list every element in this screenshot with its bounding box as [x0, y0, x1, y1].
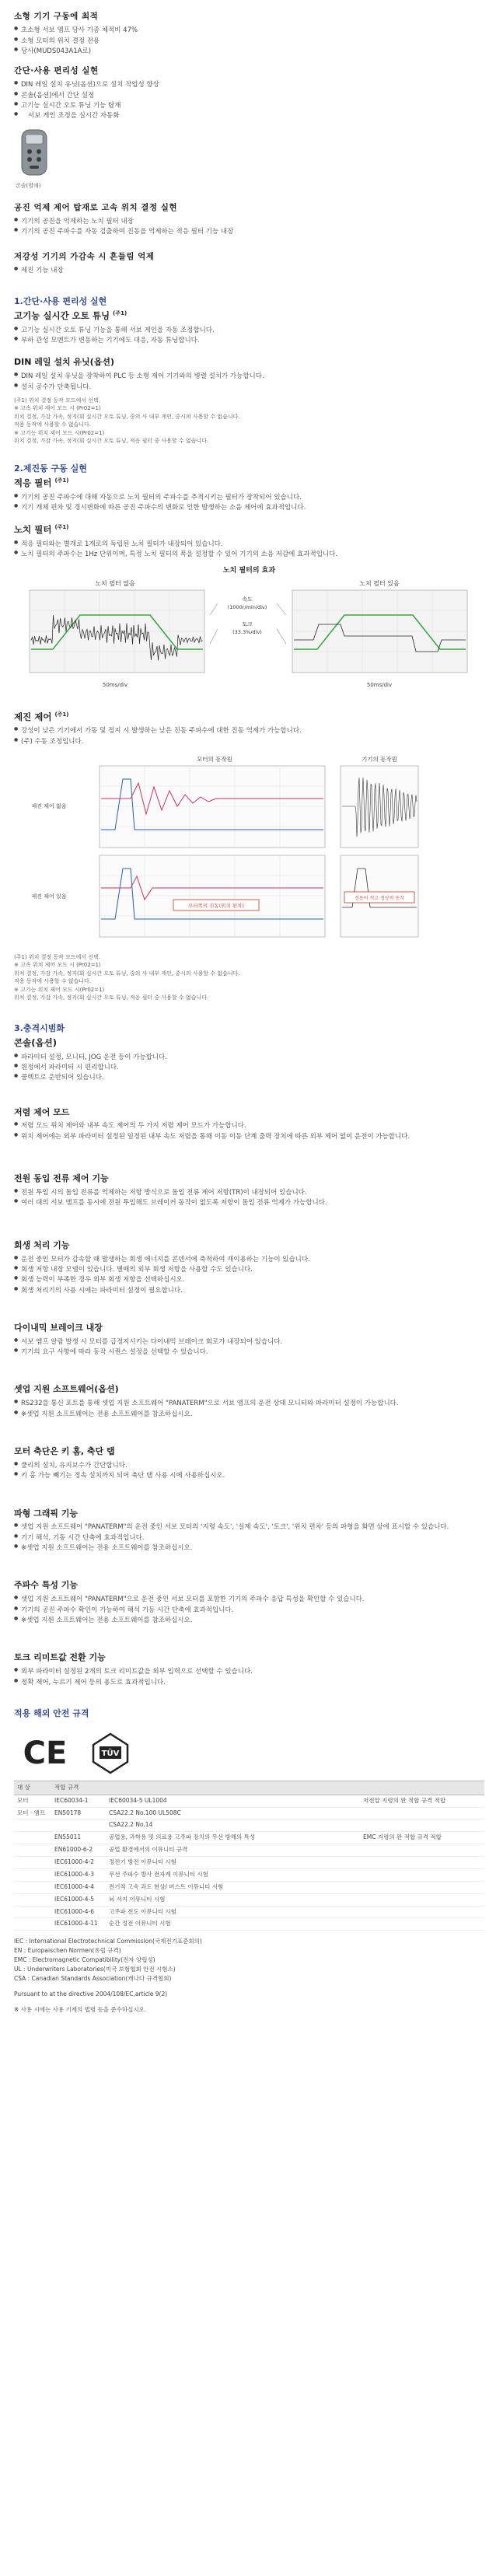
- list-item: ● 고기능 실시간 오토 튜닝 기능을 통해 서보 게인을 자동 조정합니다.: [14, 326, 484, 335]
- list-item: ● 기기의 공진 주파수에 대해 자동으로 노치 필터의 주파수를 추적시키는 필터가 장착되어 있습니다.: [14, 493, 484, 502]
- section-notes: [14, 397, 484, 446]
- summary-title-2: 간단·사용 편리성 실현: [14, 66, 99, 76]
- table-cell: [14, 1881, 51, 1893]
- notch-filter-waveforms: [14, 578, 484, 694]
- feature-title: 회생 처리 기능: [14, 1239, 70, 1250]
- footnote-line: EN : Europaischen Normen(유럽 규격): [14, 1947, 121, 1955]
- table-row: [14, 1795, 484, 1807]
- leader-line: [277, 629, 286, 644]
- list-item: ● 풀리의 설치, 유지보수가 간단합니다.: [14, 1461, 484, 1470]
- leader-line: [210, 603, 218, 615]
- section-ease-of-use: [14, 295, 484, 446]
- list-item: ● 외부 파라미터 설정된 2개의 토크 리미트값을 외부 입력으로 선택할 수 있습니다.: [14, 1667, 484, 1676]
- table-row: [14, 1906, 484, 1918]
- list-item: ● 서보 게인 조정을 실시간 자동화: [14, 111, 484, 121]
- list-item: ● 고기능 실시간 오토 튜닝 기능 탑재: [14, 101, 484, 110]
- vibration-control-title: [14, 711, 484, 724]
- footnote-mark: (주1): [54, 524, 69, 531]
- feature-title: 모터 축단은 키 홈, 축단 탭: [14, 1445, 115, 1456]
- section-low-vibration: [14, 463, 484, 1002]
- footnote-line: ※ 사용 시에는 사용 기계의 법령 등을 준수하십시오.: [14, 2006, 147, 2014]
- feature-block: [14, 1106, 484, 1142]
- table-cell: IEC61000-4-3: [51, 1868, 106, 1881]
- table-cell: 무선 주파수 방사 전자계 이뮤니티 시험: [106, 1868, 360, 1881]
- list-item: ● 운전 중인 모터가 감속할 때 발생하는 회생 에너지를 콘덴서에 축적하여 재이용하는 기능이 있습니다.: [14, 1255, 484, 1264]
- table-cell: IEC61000-4-5: [51, 1893, 106, 1906]
- console-device-image: [19, 128, 50, 177]
- standards-table: [14, 1781, 484, 1931]
- scope-motor-with: [100, 855, 325, 937]
- table-cell: EN50178: [51, 1807, 106, 1819]
- table-cell: 모터: [14, 1795, 51, 1807]
- subsection-title-text: 노치 필터: [14, 524, 52, 536]
- list-item: ● 회생 저항 내장 모델이 있습니다. 별매의 외부 회생 저항을 사용할 수도 있습니다.: [14, 1265, 484, 1274]
- list-item: ● 콜렉트로 운반되어 있습니다.: [14, 1073, 484, 1082]
- footnote-line: UL : Underwriters Laboratories(미국 보험협회 안전 시험소): [14, 1966, 176, 1973]
- certification-logos: [20, 1731, 484, 1774]
- standards-section: [14, 1707, 484, 2015]
- table-cell: [360, 1857, 484, 1869]
- feature-block: [14, 1322, 484, 1358]
- note-line: ※ 고기능 위치 제어 모드 시(Pr02=1): [14, 429, 105, 436]
- list-item: ● 기기 개체 편차 및 경시변화에 따른 공진 주파수의 변화로 인한 발생하는 소음 제어에 효과적입니다.: [14, 503, 484, 512]
- note-line: 위치 결정, 가감 가속, 정지(회 실시간 오토 튜닝, 적응 필터 중 사용할 수 없습니다.: [14, 438, 209, 445]
- table-cell: [14, 1819, 51, 1832]
- summary-title-3: 공진 억제 제어 탑재로 고속 위치 결정 실현: [14, 202, 178, 212]
- table-cell: [14, 1918, 51, 1931]
- footnote-line: Pursuant to at the directive 2004/108/EC,article 9(2): [14, 1991, 168, 1998]
- vibration-control-list: [14, 726, 484, 746]
- vibration-notes: [14, 953, 484, 1002]
- feature-block: [14, 1173, 484, 1208]
- adaptive-filter-list: [14, 493, 484, 513]
- note-line: ※ 고속 위치 제어 모드 시 (Pr02=1): [14, 405, 101, 412]
- table-cell: [360, 1807, 484, 1819]
- table-row: [14, 1832, 484, 1844]
- list-item: ● 서보 앰프 알람 발생 시 모터를 급정지시키는 다이내믹 브레이크 회로가 내장되어 있습니다.: [14, 1337, 484, 1347]
- feature-block: [14, 1383, 484, 1419]
- list-item: ● DIN 레일 설치 유닛을 장착하여 PLC 등 소형 제어 기기와의 병렬 설치가 가능합니다.: [14, 372, 484, 381]
- notch-filter-figure: [14, 566, 484, 698]
- list-item: ● 정확 제어, 누르기 제어 등의 용도로 효과적입니다.: [14, 1678, 484, 1687]
- standards-footnotes: [14, 1937, 484, 2015]
- feature-block: [14, 1445, 484, 1481]
- list-item: ● 기기의 공진 주파수를 자동 검출하여 진동을 억제하는 적응 필터 기능 내장: [14, 227, 484, 236]
- standards-title: 적용 해외 안전 규격: [14, 1707, 89, 1718]
- footnote-spacer: [14, 1984, 484, 1990]
- list-item: ● 적응 필터와는 별개로 1개로의 독립된 노치 필터가 내장되어 있습니다.: [14, 540, 484, 549]
- table-cell: EN61000-6-2: [51, 1844, 106, 1857]
- table-cell: CSA22.2 No.14: [106, 1819, 360, 1832]
- list-item: ● 기기의 요구 사항에 따라 동작 시퀀스 설정을 선택할 수 있습니다.: [14, 1347, 484, 1357]
- section-full-features: [14, 1022, 484, 1083]
- footnote-mark: (주1): [54, 711, 69, 718]
- table-cell: [51, 1819, 106, 1832]
- figure-title: 노치 필터의 효과: [222, 566, 276, 575]
- list-item: ● 초소형 서보 앰프 당사 기종 체적비 47%: [14, 26, 484, 35]
- table-row: [14, 1807, 484, 1819]
- row-label-without: 제진 제어 없음: [31, 802, 67, 809]
- feature-title: 셋업 지원 소프트웨어(옵션): [14, 1384, 119, 1395]
- table-cell: [14, 1868, 51, 1881]
- table-cell: EMC 지령의 완 적합 규격 적합: [360, 1832, 484, 1844]
- summary-list-2: [14, 80, 484, 121]
- table-cell: IEC61000-4-2: [51, 1857, 106, 1869]
- feature-title: 전원 동입 전류 제어 기능: [14, 1173, 109, 1184]
- footnote-line: EMC : Electromagnetic Compatibility(전자 양립성): [14, 1956, 155, 1964]
- torque-axis-label: 토크: [242, 620, 253, 627]
- footnote-mark: (주1): [54, 477, 69, 484]
- tuv-logo: [89, 1731, 132, 1774]
- list-item: ● 키 홈 가능 빼기는 정속 설치까지 되어 축단 탭 사용 시에 사용하십시오.: [14, 1471, 484, 1480]
- table-cell: [360, 1893, 484, 1906]
- subsection-title: 콘솔(옵션): [14, 1036, 57, 1048]
- feature-title: 파형 그래픽 기능: [14, 1508, 79, 1519]
- table-cell: [360, 1906, 484, 1918]
- summary-title-1: 소형 기기 구동에 최적: [14, 12, 99, 21]
- table-cell: 모터 · 앰프: [14, 1807, 51, 1819]
- list-item: ● 전원 투입 시의 돌입 전류를 억제하는 저항 방식으로 돌입 전류 제어 저항(TR)이 내장되어 있습니다.: [14, 1188, 484, 1197]
- list-item: ● 노치 필터의 주파수는 1Hz 단위이며, 특정 노치 필터의 폭을 설정할 수 있어 기기의 소음 저감에 효과적입니다.: [14, 550, 484, 559]
- feature-title: 토크 리미트값 전환 기능: [14, 1652, 106, 1663]
- subsection-title-text: 고기능 실시간 오토 튜닝: [14, 310, 110, 322]
- feature-title: 다이내믹 브레이크 내장: [14, 1322, 103, 1333]
- row-label-with: 제진 제어 있음: [31, 893, 67, 900]
- list-item: ● 셋업 지원 소프트웨어 "PANATERM"의 운전 중인 서보 모터의 '지령 속도', '실제 속도', '토크', '위치 편차' 등의 파형을 화면 상에 표시할 수 있습니다.: [14, 1522, 484, 1532]
- table-cell: [14, 1832, 51, 1844]
- subsection-title-text: 제진 제어: [14, 711, 52, 722]
- table-cell: IEC60034-1: [51, 1795, 106, 1807]
- list-item: ● 당사(MUDS043A1A로): [14, 47, 484, 56]
- table-cell: 정전기 방전 이뮤니티 시험: [106, 1857, 360, 1869]
- table-row: [14, 1893, 484, 1906]
- subsection-title: [14, 309, 484, 323]
- callout-text-right: 진동이 적고 정상적 동작: [355, 895, 404, 901]
- list-item: ● (주) 수동 조정입니다.: [14, 737, 484, 746]
- subsection-title: [14, 477, 484, 490]
- feature-list: [14, 1399, 484, 1419]
- table-cell: [360, 1918, 484, 1931]
- table-cell: [14, 1893, 51, 1906]
- table-row: [14, 1918, 484, 1931]
- list-item: ● 콘솔(옵션)에서 간단 설정: [14, 91, 484, 100]
- console-list: [14, 1053, 484, 1083]
- machine-column-label: 기기의 동작원: [362, 755, 397, 763]
- summary-section: [14, 11, 484, 275]
- ce-mark-logo: [20, 1731, 70, 1773]
- note-line: 위치 결정, 가감 가속, 정지(회 실시간 오토 튜닝, 중의 사 내부 게인, 중시의 사용할 수 없습니다.: [14, 970, 240, 977]
- section-heading: 1.간단·사용 편리성 실현: [14, 296, 107, 307]
- feature-list: [14, 1255, 484, 1295]
- table-cell: EN55011: [51, 1832, 106, 1844]
- left-time-scale: 50ms/div: [102, 681, 128, 688]
- list-item: ● 원정에서 파라미터 시 편리합니다.: [14, 1063, 484, 1072]
- list-item: ● 기기의 공진 주파수 확인이 가능하여 해석 기동 시간 단축에 효과적입니다.: [14, 1606, 484, 1615]
- vibration-control-figure: [14, 752, 484, 946]
- list-item: ● 회생 능력이 부족한 경우 외부 회생 저항을 선택하십시오.: [14, 1275, 484, 1285]
- note-line: (주1) 위치 결정 동작 모드에서 선택.: [14, 397, 101, 404]
- list-item: ● ※셋업 지원 소프트웨어는 전용 소프트웨어를 참조하십시오.: [14, 1543, 484, 1553]
- note-line: 위치 결정, 가감 가속, 정지(회 실시간 오토 튜닝, 중의 사 내부 게인, 중시의 사용할 수 없습니다.: [14, 413, 240, 420]
- table-cell: IEC61000-4-4: [51, 1881, 106, 1893]
- feature-block: [14, 1652, 484, 1687]
- feature-list: [14, 1121, 484, 1141]
- column-header: 대 상: [14, 1781, 51, 1795]
- note-line: 적용 동작에 사용할 수 없습니다.: [14, 978, 92, 985]
- list-item: ● DIN 레일 설치 유닛(옵션)으로 설치 작업성 향상: [14, 80, 484, 89]
- console-device-label: 콘솔(별매): [16, 182, 41, 189]
- column-header: [106, 1781, 360, 1795]
- list-item: ● 파라미터 설정, 모니터, JOG 운전 등이 가능합니다.: [14, 1053, 484, 1062]
- feature-list: [14, 1667, 484, 1687]
- feature-list: [14, 1595, 484, 1625]
- notch-filter-list: [14, 540, 484, 560]
- list-item: ● 위치 제어에는 외부 파라미터 설정된 일정된 내부 속도 저렴을 통해 이동 이동 단계 출력 장치에 따른 외부 제어 없이 운전이 가능합니다.: [14, 1132, 484, 1141]
- footnote-line: CSA : Canadian Standards Association(캐나다 규격협회): [14, 1975, 172, 1983]
- table-cell: 뇌 서지 이뮤니티 시험: [106, 1893, 360, 1906]
- table-row: [14, 1868, 484, 1881]
- feature-list: [14, 1522, 484, 1553]
- motor-column-label: 모터의 동작원: [197, 755, 232, 763]
- feature-list: [14, 1337, 484, 1358]
- standards-table-body: [14, 1795, 484, 1931]
- feature-block: [14, 1239, 484, 1295]
- table-row: [14, 1844, 484, 1857]
- note-line: ※ 고기능 위치 제어 모드 시(Pr02=1): [14, 986, 105, 993]
- table-cell: 순간 정전 이뮤니티 시험: [106, 1918, 360, 1931]
- list-item: ● RS232를 통신 포트를 통해 셋업 지원 소프트웨어 "PANATERM"으로 서보 앰프의 운전 상태 모니터와 파라미터 설정이 가능합니다.: [14, 1399, 484, 1408]
- table-cell: 고주파 전도 이뮤니티 시험: [106, 1906, 360, 1918]
- ce-mark-text: CE: [23, 1735, 68, 1771]
- section-heading: 2.제진동 구동 실현: [14, 463, 87, 474]
- feature-block: [14, 1579, 484, 1625]
- table-cell: CSA22.2 No.100 UL508C: [106, 1807, 360, 1819]
- note-line: ※ 고속 위치 제어 모드 시 (Pr02=1): [14, 962, 101, 969]
- table-cell: IEC61000-4-6: [51, 1906, 106, 1918]
- table-cell: [360, 1868, 484, 1881]
- summary-list-1: [14, 26, 484, 56]
- table-cell: [360, 1881, 484, 1893]
- callout-text-left: 모터쪽의 진동(위치 편차): [188, 902, 244, 909]
- scope-motor-without: [100, 766, 325, 848]
- feature-list: [14, 1461, 484, 1481]
- feature-block: [14, 1508, 484, 1554]
- table-cell: 공업용, 과학용 및 의료용 고주파 장치의 무선 방해의 특성: [106, 1832, 360, 1844]
- din-rail-title: DIN 레일 설치 유닛(옵션): [14, 357, 114, 368]
- din-rail-list: [14, 372, 484, 392]
- summary-title-4: 저강성 기기의 가감속 시 흔들림 억제: [14, 251, 155, 261]
- list-item: ● ※셋업 지원 소프트웨어는 전용 소프트웨어를 참조하십시오.: [14, 1410, 484, 1419]
- note-line: (주1) 위치 결정 동작 모드에서 선택.: [14, 953, 101, 960]
- speed-axis-label: 속도: [242, 596, 253, 603]
- table-cell: 전기적 고속 과도 현상/ 버스트 이뮤니티 시험: [106, 1881, 360, 1893]
- list-item: ● 설치 공수가 단축됩니다.: [14, 383, 484, 392]
- list-item: ● 제진 기능 내장: [14, 266, 484, 275]
- speed-axis-unit: (1000r/min/div): [227, 603, 267, 610]
- subsection-title-text: 적응 필터: [14, 477, 52, 488]
- table-row: [14, 1881, 484, 1893]
- leader-line: [277, 603, 286, 615]
- right-time-scale: 50ms/div: [366, 681, 393, 688]
- column-header: 적합 규격: [51, 1781, 106, 1795]
- list-item: ● ※셋업 지원 소프트웨어는 전용 소프트웨어를 참조하십시오.: [14, 1616, 484, 1625]
- list-item: ● 기기의 공진을 억제하는 노치 필터 내장: [14, 217, 484, 226]
- table-cell: IEC61000-4-11: [51, 1918, 106, 1931]
- list-item: ● 기기 해석, 기동 시간 단축에 효과적입니다.: [14, 1533, 484, 1543]
- list-item: ● 부하 관성 모멘트가 변동하는 기기에도 대응, 자동 튜닝합니다.: [14, 336, 484, 345]
- note-line: 위치 결정, 가감 가속, 정지(회 실시간 오토 튜닝, 적응 필터 중 사용할 수 없습니다.: [14, 994, 209, 1001]
- section-heading: 3.충격시범화: [14, 1022, 65, 1033]
- list-item: ● 저렴 모드 위치 제어와 내부 속도 제어의 두 가지 저렴 제어 모드가 가능합니다.: [14, 1121, 484, 1131]
- note-line: 적용 동작에 사용할 수 없습니다.: [14, 421, 92, 428]
- left-panel-label: 노치 필터 없음: [95, 579, 135, 587]
- table-cell: IEC60034-5 UL1004: [106, 1795, 360, 1807]
- table-cell: [14, 1906, 51, 1918]
- table-cell: 공업 환경에서의 이뮤니티 규격: [106, 1844, 360, 1857]
- table-cell: [14, 1857, 51, 1869]
- torque-axis-unit: (33.3%/div): [232, 628, 262, 635]
- summary-list-4: [14, 266, 484, 275]
- table-cell: [360, 1819, 484, 1832]
- auto-tuning-list: [14, 326, 484, 346]
- right-panel-label: 노치 필터 있음: [359, 579, 400, 587]
- footnote-line: IEC : International Electrotechnical Commission(국제전기표준회의): [14, 1938, 202, 1945]
- feature-list: [14, 1188, 484, 1208]
- list-item: ● 셋업 지원 소프트웨어 "PANATERM"으로 운전 중인 서보 모터를 포함한 기기의 주파수 응답 특성을 확인할 수 있습니다.: [14, 1595, 484, 1604]
- table-cell: [360, 1844, 484, 1857]
- list-item: ● 여러 대의 서보 앰프를 동시에 전원 투입해도 브레이커 동작이 없도록 저항이 돌입 전류 억제가 가능합니다.: [14, 1198, 484, 1208]
- notch-filter-title: [14, 523, 484, 537]
- footnote-mark: (주1): [113, 310, 127, 317]
- list-item: ● 소형 모터의 위치 결정 전용: [14, 37, 484, 46]
- list-item: ● 강성이 낮은 기기에서 가동 및 정지 시 발생하는 낮은 진동 주파수에 대한 진동 억제가 가능합니다.: [14, 726, 484, 736]
- column-header: [360, 1781, 484, 1795]
- table-row: [14, 1857, 484, 1869]
- table-cell: [14, 1844, 51, 1857]
- feature-title: 주파수 특성 기능: [14, 1580, 79, 1591]
- summary-list-3: [14, 217, 484, 237]
- tuv-logo-text: TÜV: [101, 1749, 120, 1758]
- table-row: [14, 1819, 484, 1832]
- table-header-row: [14, 1781, 484, 1795]
- feature-title: 저렴 제어 모드: [14, 1106, 70, 1117]
- table-cell: 저전압 지령의 완 적합 규격 적합: [360, 1795, 484, 1807]
- list-item: ● 회생 처리기의 사용 시에는 파라미터 설정이 필요합니다.: [14, 1286, 484, 1295]
- leader-line: [210, 629, 218, 644]
